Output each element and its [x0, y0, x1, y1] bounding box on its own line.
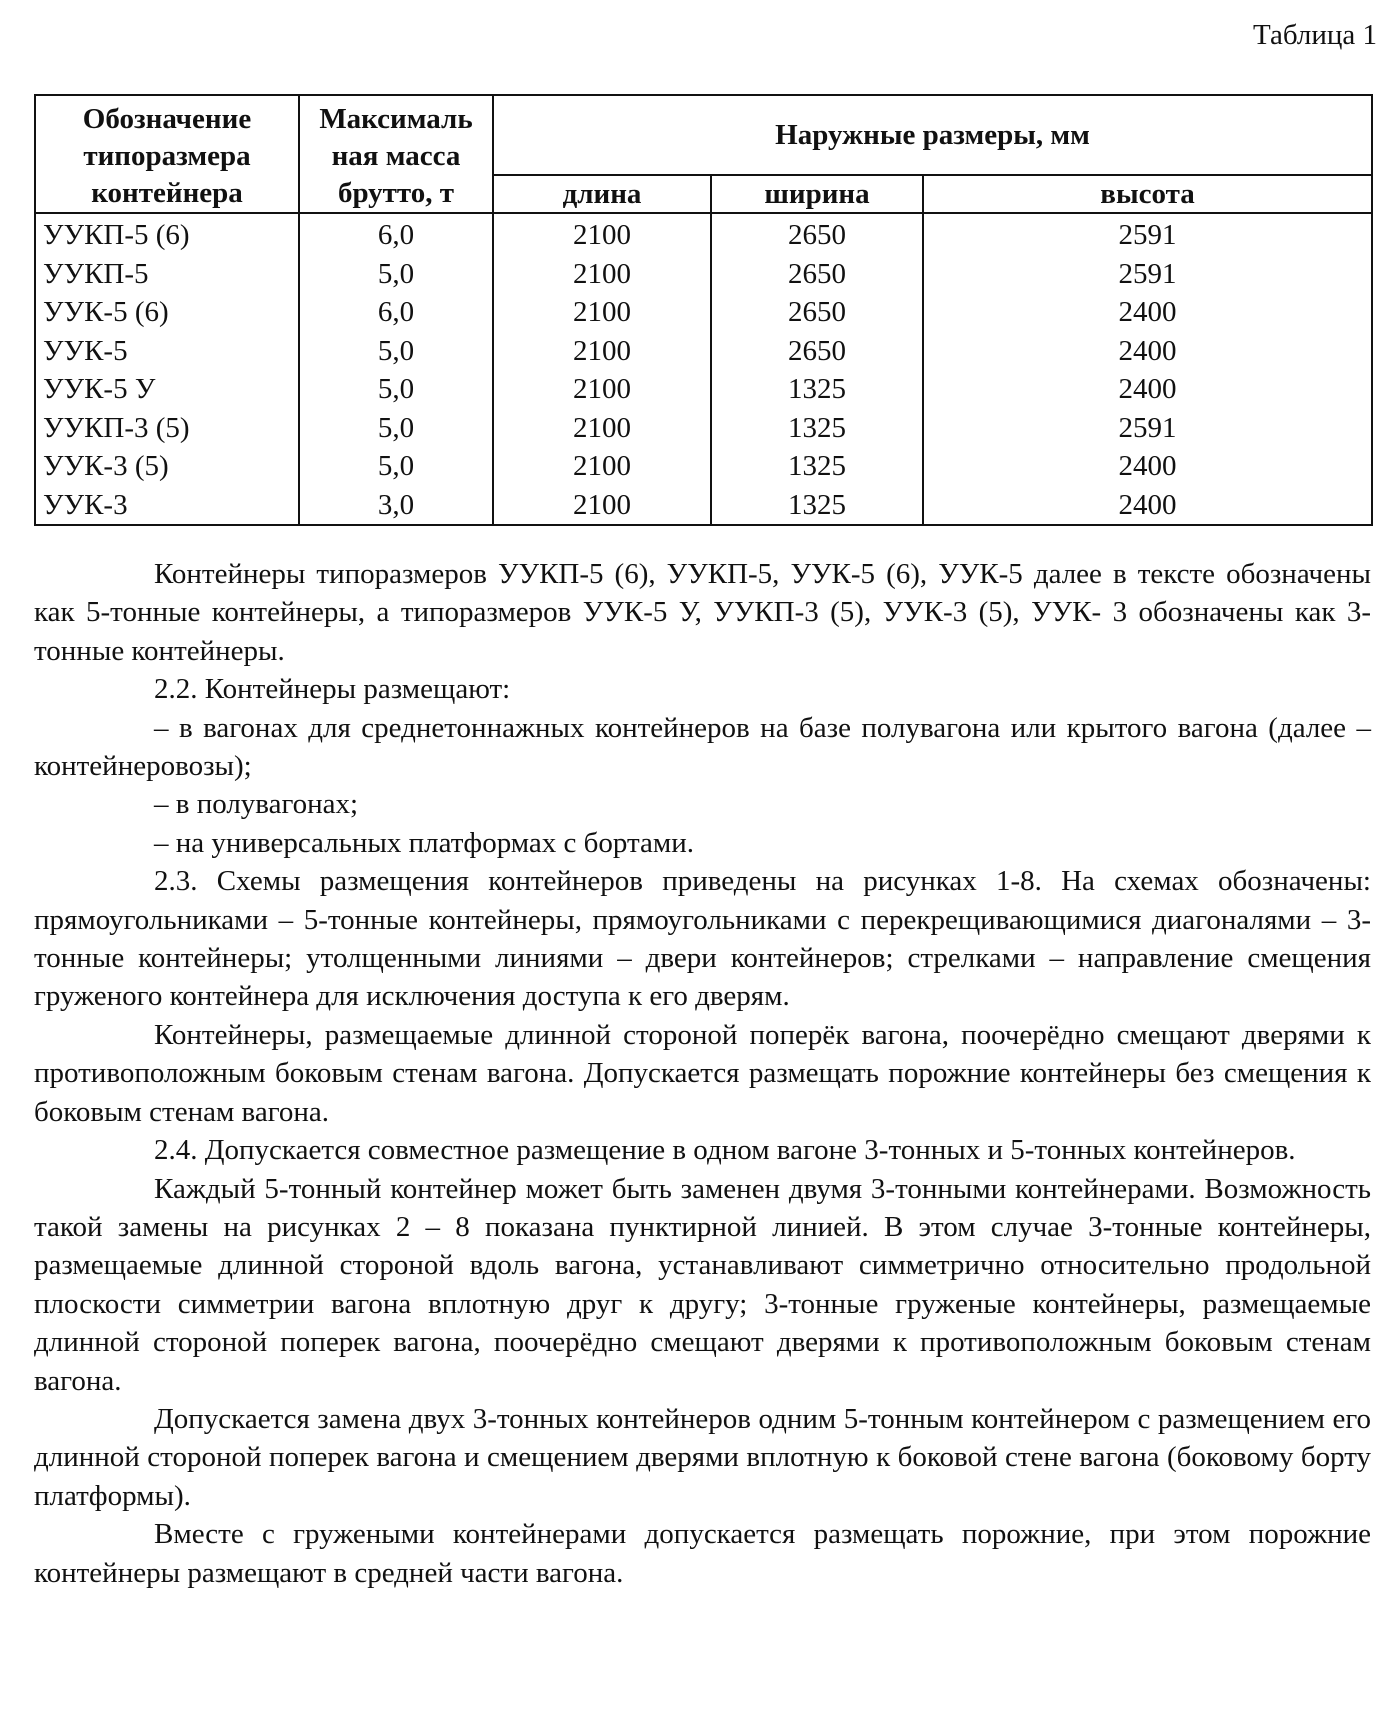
cell-designation: УУКП-5 [35, 255, 299, 294]
header-designation-line-2: типоразмера [83, 139, 251, 172]
header-mass-line-2: ная масса [331, 139, 461, 172]
cell-length: 2100 [493, 293, 711, 332]
table-row [35, 332, 1372, 371]
header-designation-line-3: контейнера [91, 176, 243, 209]
header-mass-line-3: брутто, т [337, 176, 455, 209]
cell-length: 2100 [493, 486, 711, 526]
cell-designation: УУКП-3 (5) [35, 409, 299, 448]
table-row [35, 409, 1372, 448]
cell-length: 2100 [493, 332, 711, 371]
header-height: высота [923, 175, 1372, 213]
paragraph-empty-containers: Вместе с гружеными контейнерами допускается размещать порожние, при этом порожние контейнеры размещают в средней части вагона. [34, 1518, 1371, 1589]
cell-designation: УУК-5 (6) [35, 293, 299, 332]
cell-length: 2100 [493, 255, 711, 294]
cell-mass: 5,0 [299, 255, 493, 294]
table-row [35, 486, 1372, 526]
cell-height: 2400 [923, 293, 1372, 332]
paragraph-replacement: Каждый 5-тонный контейнер может быть заменен двумя 3-тонными контейнерами. Возможность такой замены на рисунках 2 – 8 показана пунктирной линией. В этом случае 3-тонные контейнеры, размещаемые длинной стороной вдоль вагона, устанавливают симметрично относительно продольной плоскости симметрии вагона вплотную друг к другу; 3-тонные груженые контейнеры, размещаемые длинной стороной поперек вагона, поочерёдно смещают дверями к противоположным боковым стенам вагона. [34, 1172, 1371, 1397]
cell-height: 2400 [923, 447, 1372, 486]
cell-mass: 5,0 [299, 370, 493, 409]
header-dimensions-group: Наружные размеры, мм [493, 95, 1372, 175]
paragraph-container-types: Контейнеры типоразмеров УУКП-5 (6), УУКП-5, УУК-5 (6), УУК-5 далее в тексте обозначены как 5-тонные контейнеры, а типоразмеров УУК-5 У, УУКП-3 (5), УУК-3 (5), УУК- 3 обозначены как 3-тонные контейнеры. [34, 558, 1371, 667]
table-caption: Таблица 1 [1252, 19, 1377, 51]
cell-mass: 6,0 [299, 213, 493, 255]
cell-designation: УУК-5 [35, 332, 299, 371]
cell-width: 1325 [711, 486, 923, 526]
header-mass [299, 95, 493, 213]
cell-mass: 5,0 [299, 332, 493, 371]
list-item-gondola-cars: – в полувагонах; [154, 788, 359, 821]
cell-height: 2400 [923, 332, 1372, 371]
cell-mass: 3,0 [299, 486, 493, 526]
table-row [35, 370, 1372, 409]
table-row [35, 447, 1372, 486]
header-mass-line-1: Максималь [319, 102, 473, 135]
paragraph-reverse-replacement: Допускается замена двух 3-тонных контейнеров одним 5-тонным контейнером с размещением его длинной стороной поперек вагона и смещением дверями вплотную к боковой стене вагона (боковому борту платформы). [34, 1402, 1371, 1512]
cell-mass: 5,0 [299, 409, 493, 448]
header-designation [35, 95, 299, 213]
table-row [35, 213, 1372, 255]
cell-width: 2650 [711, 332, 923, 371]
cell-height: 2400 [923, 370, 1372, 409]
cell-length: 2100 [493, 447, 711, 486]
paragraph-2-2-heading: 2.2. Контейнеры размещают: [154, 673, 511, 706]
header-width: ширина [711, 175, 923, 213]
list-item-flat-cars: – на универсальных платформах с бортами. [154, 826, 695, 859]
cell-width: 2650 [711, 255, 923, 294]
cell-height: 2591 [923, 409, 1372, 448]
cell-length: 2100 [493, 370, 711, 409]
cell-height: 2591 [923, 213, 1372, 255]
cell-width: 2650 [711, 213, 923, 255]
cell-designation: УУК-3 (5) [35, 447, 299, 486]
table-row [35, 293, 1372, 332]
paragraph-2-3-schemes: 2.3. Схемы размещения контейнеров приведены на рисунках 1-8. На схемах обозначены: прямоугольниками – 5-тонные контейнеры, прямоугольниками с перекрещивающимися диагоналями – 3-тонные контейнеры; утолщенными линиями – двери контейнеров; стрелками – направление смещения груженого контейнера для исключения доступа к его дверям. [34, 865, 1371, 1013]
cell-designation: УУКП-5 (6) [35, 213, 299, 255]
cell-width: 1325 [711, 409, 923, 448]
table-row [35, 255, 1372, 294]
cell-length: 2100 [493, 213, 711, 255]
cell-mass: 6,0 [299, 293, 493, 332]
body-text [34, 555, 1371, 1592]
cell-height: 2591 [923, 255, 1372, 294]
list-item-container-cars: – в вагонах для среднетоннажных контейнеров на базе полувагона или крытого вагона (далее – контейнеровозы); [34, 711, 1371, 783]
paragraph-2-4-combined: 2.4. Допускается совместное размещение в одном вагоне 3-тонных и 5-тонных контейнеров. [154, 1134, 1296, 1167]
header-designation-line-1: Обозначение [82, 102, 252, 135]
cell-width: 1325 [711, 370, 923, 409]
cell-width: 2650 [711, 293, 923, 332]
header-length: длина [493, 175, 711, 213]
cell-height: 2400 [923, 486, 1372, 526]
cell-designation: УУК-3 [35, 486, 299, 526]
cell-mass: 5,0 [299, 447, 493, 486]
cell-length: 2100 [493, 409, 711, 448]
container-dimensions-table [34, 94, 1373, 526]
cell-width: 1325 [711, 447, 923, 486]
paragraph-crosswise-placement: Контейнеры, размещаемые длинной стороной поперёк вагона, поочерёдно смещают дверями к противоположным боковым стенам вагона. Допускается размещать порожние контейнеры без смещения к боковым стенам вагона. [34, 1018, 1371, 1128]
cell-designation: УУК-5 У [35, 370, 299, 409]
